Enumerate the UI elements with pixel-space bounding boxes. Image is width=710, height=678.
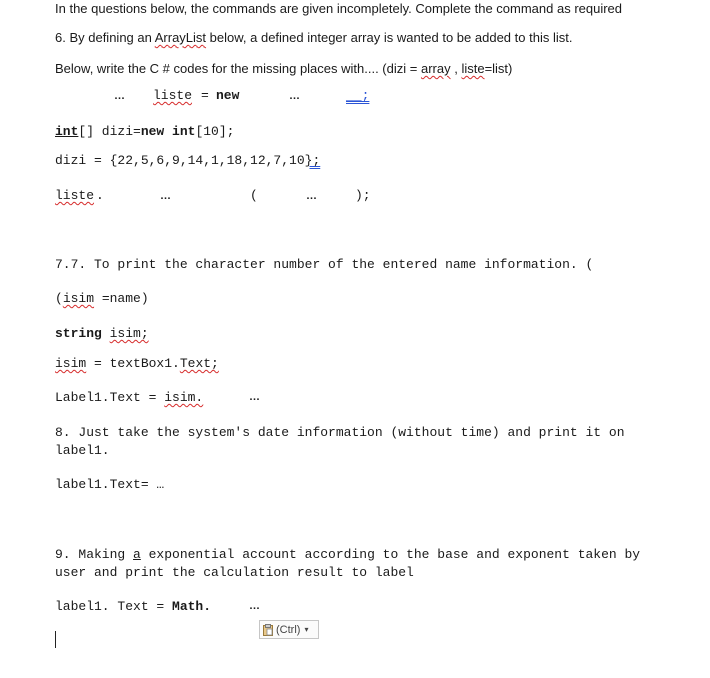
code-isim-var: isim [55,356,87,371]
code-equals: = [201,88,209,103]
code-text-prop: Text; [179,356,219,371]
code-int-keyword: int [172,124,196,139]
arraylist-word: ArrayList [154,30,207,45]
q9-article-a: a [133,547,141,562]
blank-dots: … [114,90,125,102]
array-word: array [420,61,451,76]
intro-text: In the questions below, the commands are given incompletely. Complete the command as required [55,1,623,16]
code-liste: liste [153,88,193,103]
q6-description [55,29,572,47]
code-close-paren: ); [355,188,371,203]
paste-options-label: (Ctrl) [276,623,301,636]
code-isim-member: isim. [164,390,204,405]
q7-note-pre: ( [55,291,63,306]
code-math-class: Math. [172,599,212,614]
code-new-keyword: new [140,124,165,139]
q7-note-post: =name) [94,291,149,306]
code-label1-pre: label1. Text = [55,599,173,614]
blank-dots: … [249,600,260,612]
q6-instr-pre: Below, write the C # codes for the missing places with.... (dizi = [55,61,421,76]
q7-variable-note [55,290,149,308]
code-liste-call: liste [55,188,95,203]
isim-word: isim [62,291,95,306]
code-string-declaration [55,325,149,343]
code-string-keyword: string [55,326,102,341]
text-cursor [55,631,56,648]
blank-dots: … [306,190,317,202]
code-values: dizi = {22,5,6,9,14,1,18,12,7,10 [55,153,305,168]
liste-word: liste [461,61,485,76]
q6-instr-mid: , [450,61,462,76]
code-array-values [55,152,320,170]
code-semicolon-blank: __; [346,88,370,103]
code-int-type: int [55,124,79,139]
code-decl-mid: [] dizi= [78,124,141,139]
code-decl-end: [10]; [195,124,235,139]
q6-desc-pre: 6. By defining an [55,30,155,45]
code-values-end: }; [304,153,321,168]
q9-desc-pre: 9. Making [55,547,134,562]
chevron-down-icon: ▾ [304,625,309,634]
code-math-assign [55,598,211,616]
code-array-declaration [55,123,234,141]
paste-options-button[interactable] [259,620,319,639]
code-new-keyword: new [216,88,240,103]
code-label1-date: label1.Text= … [55,477,165,492]
clipboard-icon [263,624,273,636]
blank-dots: … [249,391,260,403]
code-isim-var: isim; [109,326,149,341]
code-textbox-assign [55,355,219,373]
code-open-paren: ( [250,188,258,203]
q7-description: 7.7. To print the character number of the entered name information. ( [55,257,594,272]
q6-desc-post: below, a defined integer array is wanted to be added to this list. [206,30,573,45]
code-textbox-mid: = textBox1. [86,356,180,371]
q6-instr-post: =list) [484,61,513,76]
code-dot: . [96,188,104,203]
q9-desc-post: exponential account according to the base and exponent taken by user and print the calculation result to label [55,547,641,580]
blank-dots: … [289,90,300,102]
q8-description: 8. Just take the system's date information (without time) and print it on label1. [55,425,625,458]
blank-dots: … [160,190,171,202]
q9-description [55,546,660,582]
q6-instruction [55,60,512,78]
code-label-pre: Label1.Text = [55,390,165,405]
code-label-assign [55,389,203,407]
